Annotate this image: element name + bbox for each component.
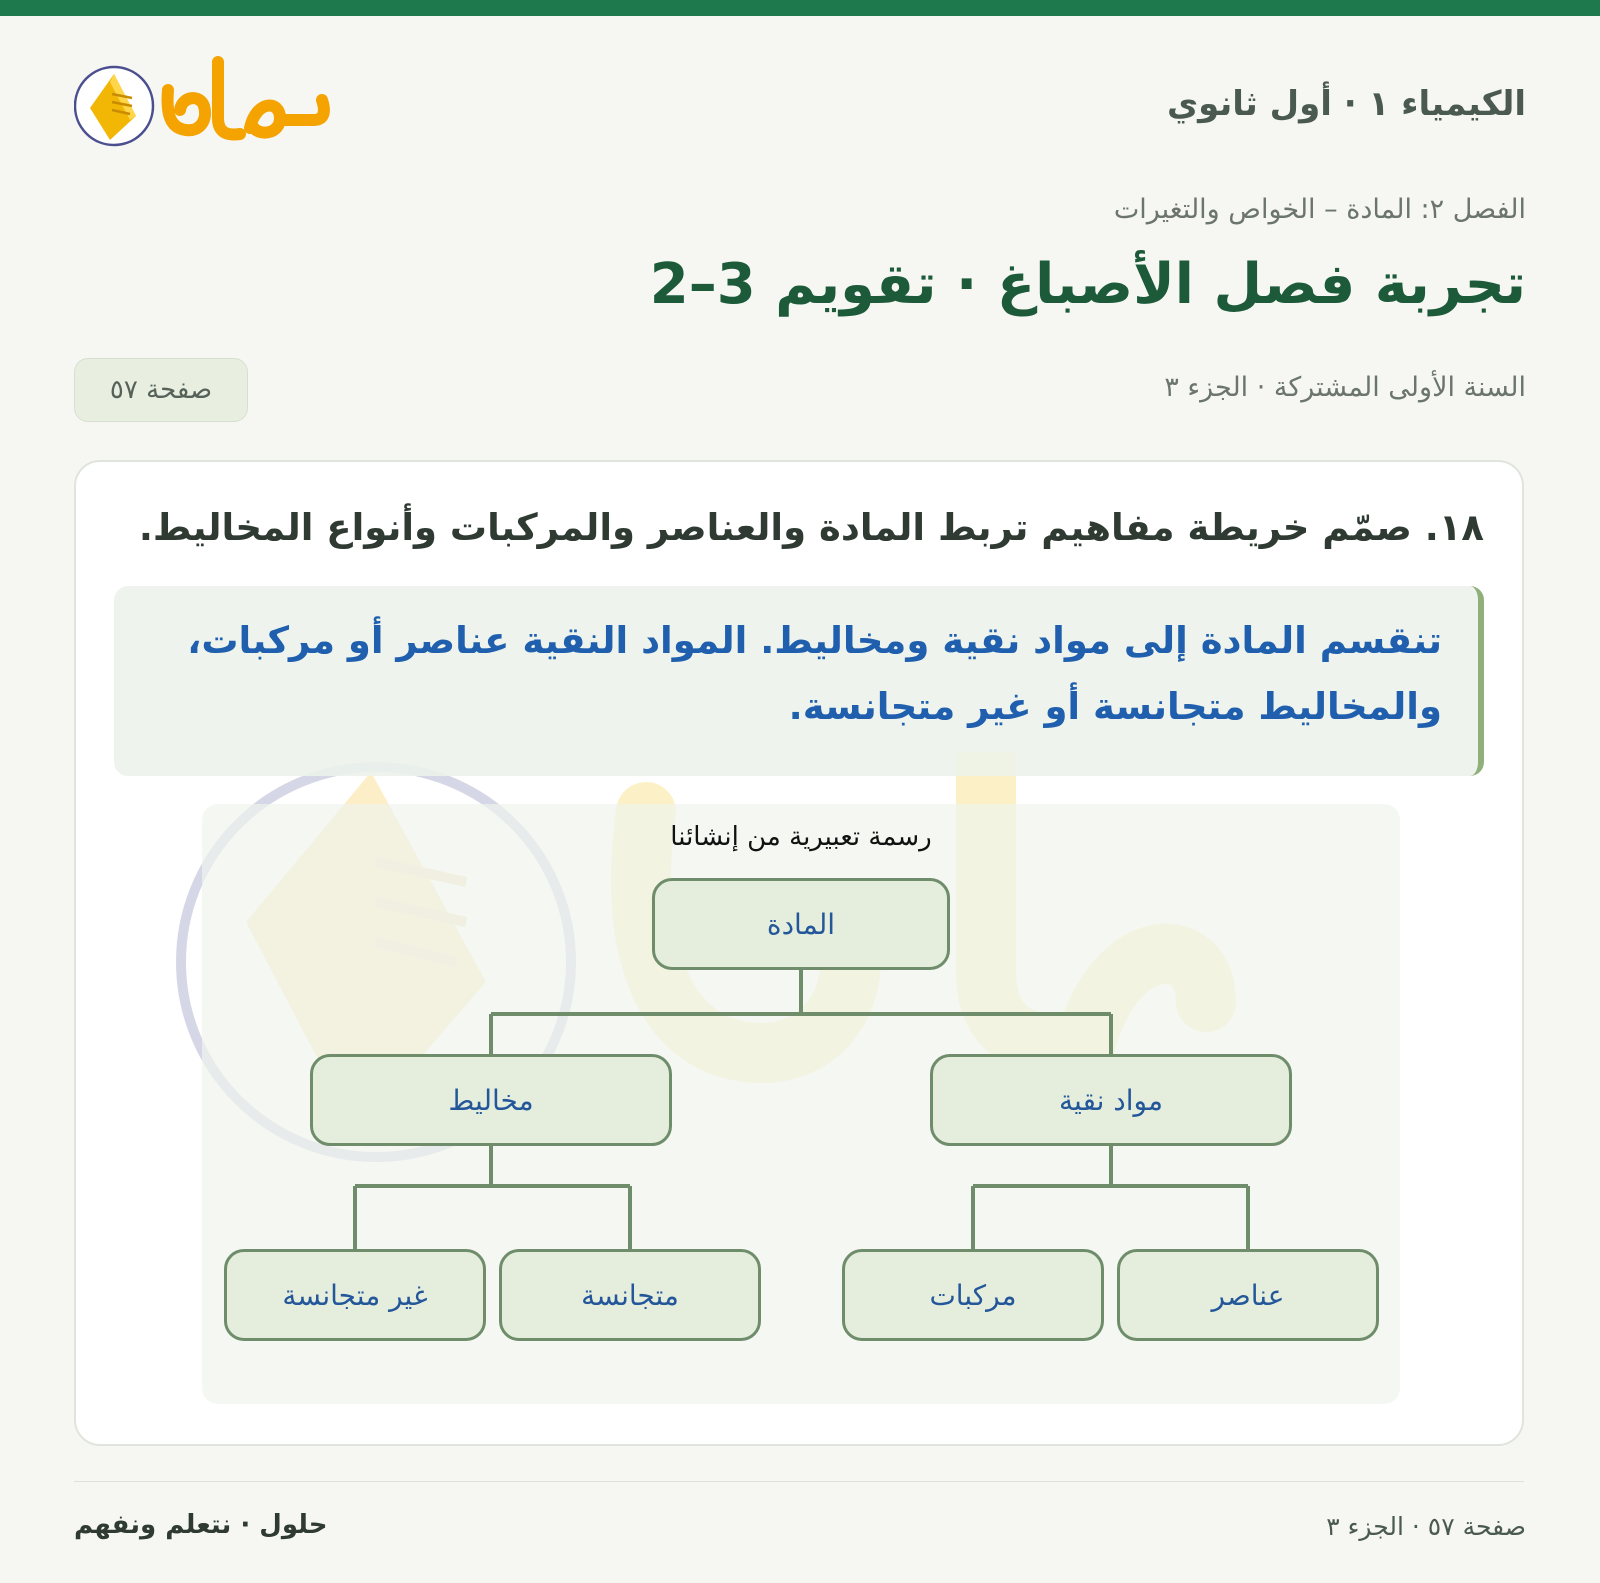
course-title: الكيمياء ١ · أول ثانوي	[1167, 84, 1526, 124]
year-label: السنة الأولى المشتركة · الجزء ٣	[1164, 372, 1526, 403]
node-compounds: مركبات	[842, 1249, 1104, 1341]
concept-map	[202, 804, 1400, 1404]
footer-brand[interactable]: حلول · نتعلم ونفهم	[74, 1510, 328, 1540]
top-accent-bar	[0, 0, 1600, 16]
footer-page-number: صفحة ٥٧ · الجزء ٣	[1326, 1512, 1526, 1541]
answer-box: تنقسم المادة إلى مواد نقية ومخاليط. المواد النقية عناصر أو مركبات، والمخاليط متجانسة أو غير متجانسة.	[114, 586, 1484, 776]
hulul-logo-icon[interactable]	[74, 54, 334, 158]
footer-divider	[74, 1481, 1524, 1482]
node-heterogeneous: غير متجانسة	[224, 1249, 486, 1341]
node-homogeneous: متجانسة	[499, 1249, 761, 1341]
page-title: تجربة فصل الأصباغ · تقويم 3–2	[649, 252, 1526, 317]
question-text: ١٨. صمّم خريطة مفاهيم تربط المادة والعناصر والمركبات وأنواع المخاليط.	[138, 506, 1484, 549]
node-mixtures: مخاليط	[310, 1054, 672, 1146]
page-badge: صفحة ٥٧	[74, 358, 248, 422]
diagram-caption: رسمة تعبيرية من إنشائنا	[670, 822, 932, 852]
question-card	[74, 460, 1524, 1446]
node-pure-substances: مواد نقية	[930, 1054, 1292, 1146]
chapter-label: الفصل ٢: المادة – الخواص والتغيرات	[1113, 194, 1526, 225]
node-matter: المادة	[652, 878, 950, 970]
node-elements: عناصر	[1117, 1249, 1379, 1341]
